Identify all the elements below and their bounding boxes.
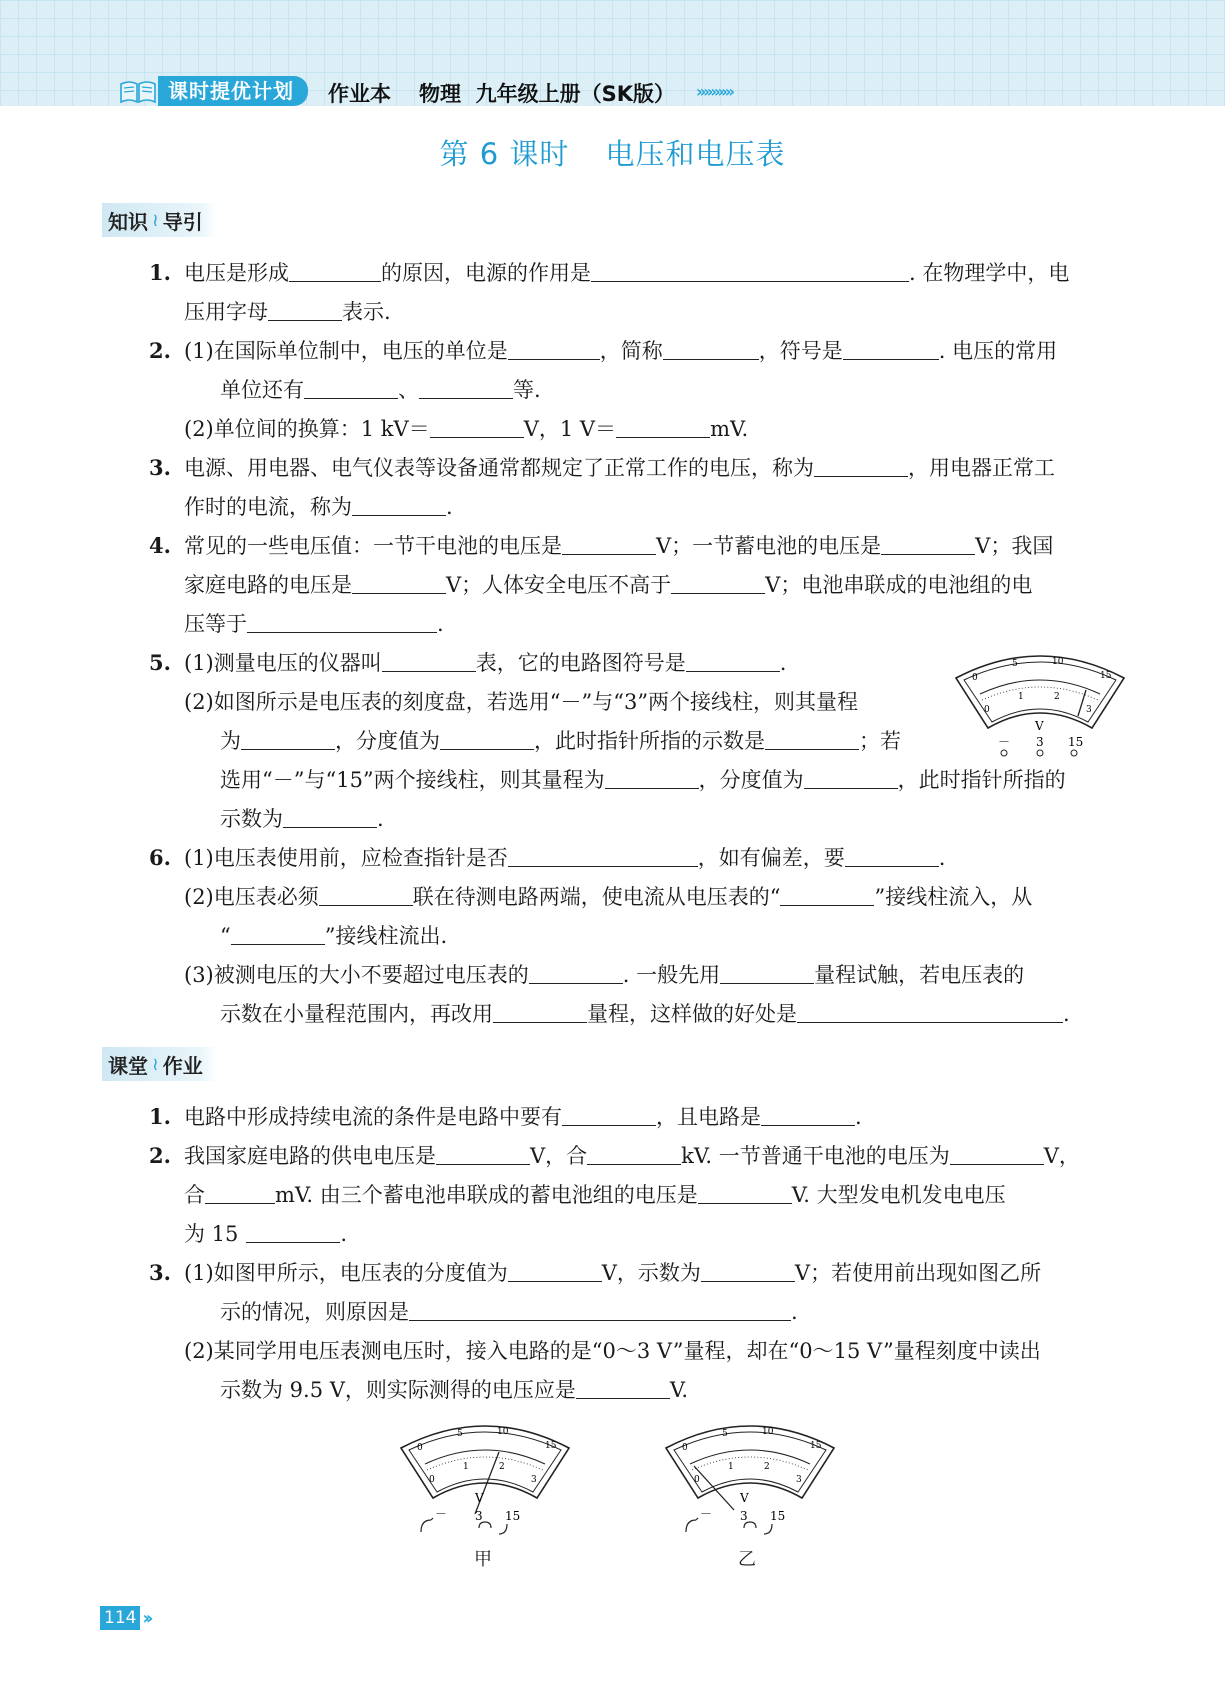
scale-top-label: 15 <box>810 1441 822 1451</box>
answer-blank[interactable] <box>409 1300 791 1321</box>
question-line: 为 15 . <box>184 1222 348 1246</box>
answer-blank[interactable] <box>765 729 859 750</box>
answer-blank[interactable] <box>804 768 898 789</box>
answer-blank[interactable] <box>319 885 413 906</box>
scale-top-label: 10 <box>1052 657 1064 667</box>
answer-blank[interactable] <box>950 1144 1044 1165</box>
answer-blank[interactable] <box>845 846 939 867</box>
answer-blank[interactable] <box>529 963 623 984</box>
answer-blank[interactable] <box>304 378 398 399</box>
scale-bottom-label: 3 <box>531 1475 537 1485</box>
answer-blank[interactable] <box>419 378 513 399</box>
scale-top-label: 5 <box>722 1429 728 1439</box>
answer-blank[interactable] <box>671 573 765 594</box>
wave-icon: ≀ <box>152 1053 159 1075</box>
header-chevrons: ›››››››››› <box>696 82 732 101</box>
answer-blank[interactable] <box>352 573 446 594</box>
answer-blank[interactable] <box>562 534 656 555</box>
answer-blank[interactable] <box>698 1183 792 1204</box>
question-line: (2)电压表必须 联在待测电路两端，使电流从电压表的“ ”接线柱流入，从 <box>184 885 1033 909</box>
terminal-label: 3 <box>740 1509 748 1523</box>
question-line: (2)某同学用电压表测电压时，接入电路的是“0～3 V”量程，却在“0～15 V”量程刻度中读出 <box>184 1339 1041 1363</box>
answer-blank[interactable] <box>587 1144 681 1165</box>
scale-top-label: 15 <box>1100 671 1112 681</box>
answer-blank[interactable] <box>289 261 381 282</box>
question-line: 电路中形成持续电流的条件是电路中要有 ，且电路是 . <box>184 1105 862 1129</box>
question-line: (2)单位间的换算：1 kV＝ V，1 V＝ mV. <box>184 417 749 441</box>
answer-blank[interactable] <box>605 768 699 789</box>
question-line: 单位还有 、 等. <box>220 378 541 402</box>
scale-bottom-label: 2 <box>1054 692 1060 702</box>
terminal-label: － <box>435 1507 448 1521</box>
subject: 物理 <box>419 82 461 106</box>
brand-name: 课时提优计划 <box>158 76 308 106</box>
lesson-number: 第 6 课时 <box>439 137 570 171</box>
answer-blank[interactable] <box>761 1105 855 1126</box>
brand-logo <box>118 76 308 106</box>
question-line: 家庭电路的电压是 V；人体安全电压不高于 V；电池串联成的电池组的电 <box>184 573 1033 597</box>
answer-blank[interactable] <box>814 456 908 477</box>
question-line: 作时的电流，称为 . <box>184 495 453 519</box>
voltmeter-figure-jia <box>395 1418 575 1538</box>
question-line: 压等于 . <box>184 612 444 636</box>
scale-top-label: 5 <box>457 1429 463 1439</box>
question-line: “ ”接线柱流出. <box>220 924 448 948</box>
figure-caption-jia: 甲 <box>474 1549 492 1570</box>
answer-blank[interactable] <box>268 300 342 321</box>
scale-top-label: 0 <box>972 673 978 683</box>
scale-bottom-label: 0 <box>429 1475 435 1485</box>
terminal-label: 3 <box>475 1509 483 1523</box>
scale-bottom-label: 2 <box>764 1462 770 1472</box>
question-line: 为 ，分度值为 ，此时指针所指的示数是 ；若 <box>220 729 901 753</box>
terminal-label: 15 <box>1068 735 1084 749</box>
page-number-badge <box>100 1606 149 1630</box>
answer-blank[interactable] <box>881 534 975 555</box>
answer-blank[interactable] <box>780 885 874 906</box>
answer-blank[interactable] <box>576 1378 670 1399</box>
scale-bottom-label: 1 <box>1018 692 1024 702</box>
question-number: 2. <box>149 1143 171 1168</box>
scale-top-label: 0 <box>682 1443 688 1453</box>
answer-blank[interactable] <box>616 417 710 438</box>
question-line: (1)在国际单位制中，电压的单位是 ，简称 ，符号是 . 电压的常用 <box>184 339 1058 363</box>
scale-top-label: 15 <box>545 1441 557 1451</box>
unit-label: V <box>740 1491 749 1505</box>
scale-bottom-label: 3 <box>796 1475 802 1485</box>
scale-top-label: 10 <box>497 1427 509 1437</box>
answer-blank[interactable] <box>430 417 524 438</box>
question-number: 1. <box>149 1104 171 1129</box>
answer-blank[interactable] <box>720 963 814 984</box>
answer-blank[interactable] <box>591 261 909 282</box>
terminal-label: 15 <box>770 1509 786 1523</box>
question-line: 示的情况，则原因是 . <box>220 1300 798 1324</box>
answer-blank[interactable] <box>352 495 446 516</box>
chevron-right-icon: ›› <box>142 1607 150 1629</box>
page-number: 114 <box>100 1606 140 1630</box>
unit-label: V <box>1035 719 1044 733</box>
question-line: 我国家庭电路的供电电压是 V，合 kV. 一节普通干电池的电压为 V， <box>184 1144 1080 1168</box>
question-number: 6. <box>149 845 171 870</box>
book-type: 作业本 <box>328 82 391 106</box>
terminal-label: 15 <box>505 1509 521 1523</box>
question-number: 4. <box>149 533 171 558</box>
page-title <box>0 132 1225 173</box>
answer-blank[interactable] <box>205 1183 275 1204</box>
question-line: (2)如图所示是电压表的刻度盘，若选用“－”与“3”两个接线柱，则其量程 <box>184 690 859 714</box>
question-line: 示数在小量程范围内，再改用 量程，这样做的好处是 . <box>220 1002 1070 1026</box>
question-line: 压用字母 表示. <box>184 300 391 324</box>
section-heading-knowledge: 知识 ≀ 导引 <box>102 203 217 237</box>
question-line: 示数为 9.5 V，则实际测得的电压应是 V. <box>220 1378 689 1402</box>
scale-bottom-label: 3 <box>1086 705 1092 715</box>
question-line: 示数为 . <box>220 807 384 831</box>
question-line: 选用“－”与“15”两个接线柱，则其量程为 ，分度值为 ，此时指针所指的 <box>220 768 1066 792</box>
unit-label: V <box>475 1491 484 1505</box>
question-number: 3. <box>149 1260 171 1285</box>
question-line: (1)测量电压的仪器叫 表，它的电路图符号是 . <box>184 651 787 675</box>
answer-blank[interactable] <box>382 651 476 672</box>
question-line: (1)电压表使用前，应检查指针是否 ，如有偏差，要 . <box>184 846 946 870</box>
answer-blank[interactable] <box>686 651 780 672</box>
question-line: 电源、用电器、电气仪表等设备通常都规定了正常工作的电压，称为 ，用电器正常工 <box>184 456 1055 480</box>
answer-blank[interactable] <box>508 846 698 867</box>
answer-blank[interactable] <box>508 1261 602 1282</box>
open-book-icon <box>118 76 158 106</box>
question-line: 合 mV. 由三个蓄电池串联成的蓄电池组的电压是 V. 大型发电机发电电压 <box>184 1183 1006 1207</box>
answer-blank[interactable] <box>797 1002 1063 1023</box>
section-heading-classwork: 课堂 ≀ 作业 <box>102 1047 217 1081</box>
answer-blank[interactable] <box>701 1261 795 1282</box>
grade: 九年级上册（SK版） <box>475 82 676 106</box>
voltmeter-dial <box>950 650 1130 760</box>
terminal-label: － <box>700 1507 713 1521</box>
answer-blank[interactable] <box>562 1105 656 1126</box>
answer-blank[interactable] <box>440 729 534 750</box>
scale-top-label: 0 <box>417 1443 423 1453</box>
voltmeter-figure-yi <box>660 1418 840 1538</box>
question-number: 3. <box>149 455 171 480</box>
answer-blank[interactable] <box>493 1002 587 1023</box>
book-info <box>328 78 675 108</box>
question-number: 2. <box>149 338 171 363</box>
scale-bottom-label: 2 <box>499 1462 505 1472</box>
wave-icon: ≀ <box>152 209 159 231</box>
question-line: (1)如图甲所示，电压表的分度值为 V，示数为 V；若使用前出现如图乙所 <box>184 1261 1042 1285</box>
terminal-label: － <box>998 735 1011 749</box>
scale-bottom-label: 0 <box>984 705 990 715</box>
answer-blank[interactable] <box>247 612 437 633</box>
question-number: 5. <box>149 650 171 675</box>
scale-bottom-label: 1 <box>463 1462 469 1472</box>
answer-blank[interactable] <box>246 1222 340 1243</box>
question-number: 1. <box>149 260 171 285</box>
scale-bottom-label: 0 <box>694 1475 700 1485</box>
question-line: (3)被测电压的大小不要超过电压表的 . 一般先用 量程试触，若电压表的 <box>184 963 1025 987</box>
answer-blank[interactable] <box>663 339 759 360</box>
answer-blank[interactable] <box>231 924 325 945</box>
answer-blank[interactable] <box>843 339 939 360</box>
answer-blank[interactable] <box>241 729 335 750</box>
answer-blank[interactable] <box>436 1144 530 1165</box>
lesson-topic: 电压和电压表 <box>605 137 786 171</box>
answer-blank[interactable] <box>283 807 377 828</box>
question-line: 常见的一些电压值：一节干电池的电压是 V；一节蓄电池的电压是 V；我国 <box>184 534 1054 558</box>
figure-caption-yi: 乙 <box>738 1549 756 1570</box>
answer-blank[interactable] <box>508 339 600 360</box>
question-line: 电压是形成 的原因，电源的作用是 . 在物理学中，电 <box>184 261 1070 285</box>
scale-top-label: 5 <box>1012 659 1018 669</box>
scale-bottom-label: 1 <box>728 1462 734 1472</box>
terminal-label: 3 <box>1036 735 1044 749</box>
scale-top-label: 10 <box>762 1427 774 1437</box>
